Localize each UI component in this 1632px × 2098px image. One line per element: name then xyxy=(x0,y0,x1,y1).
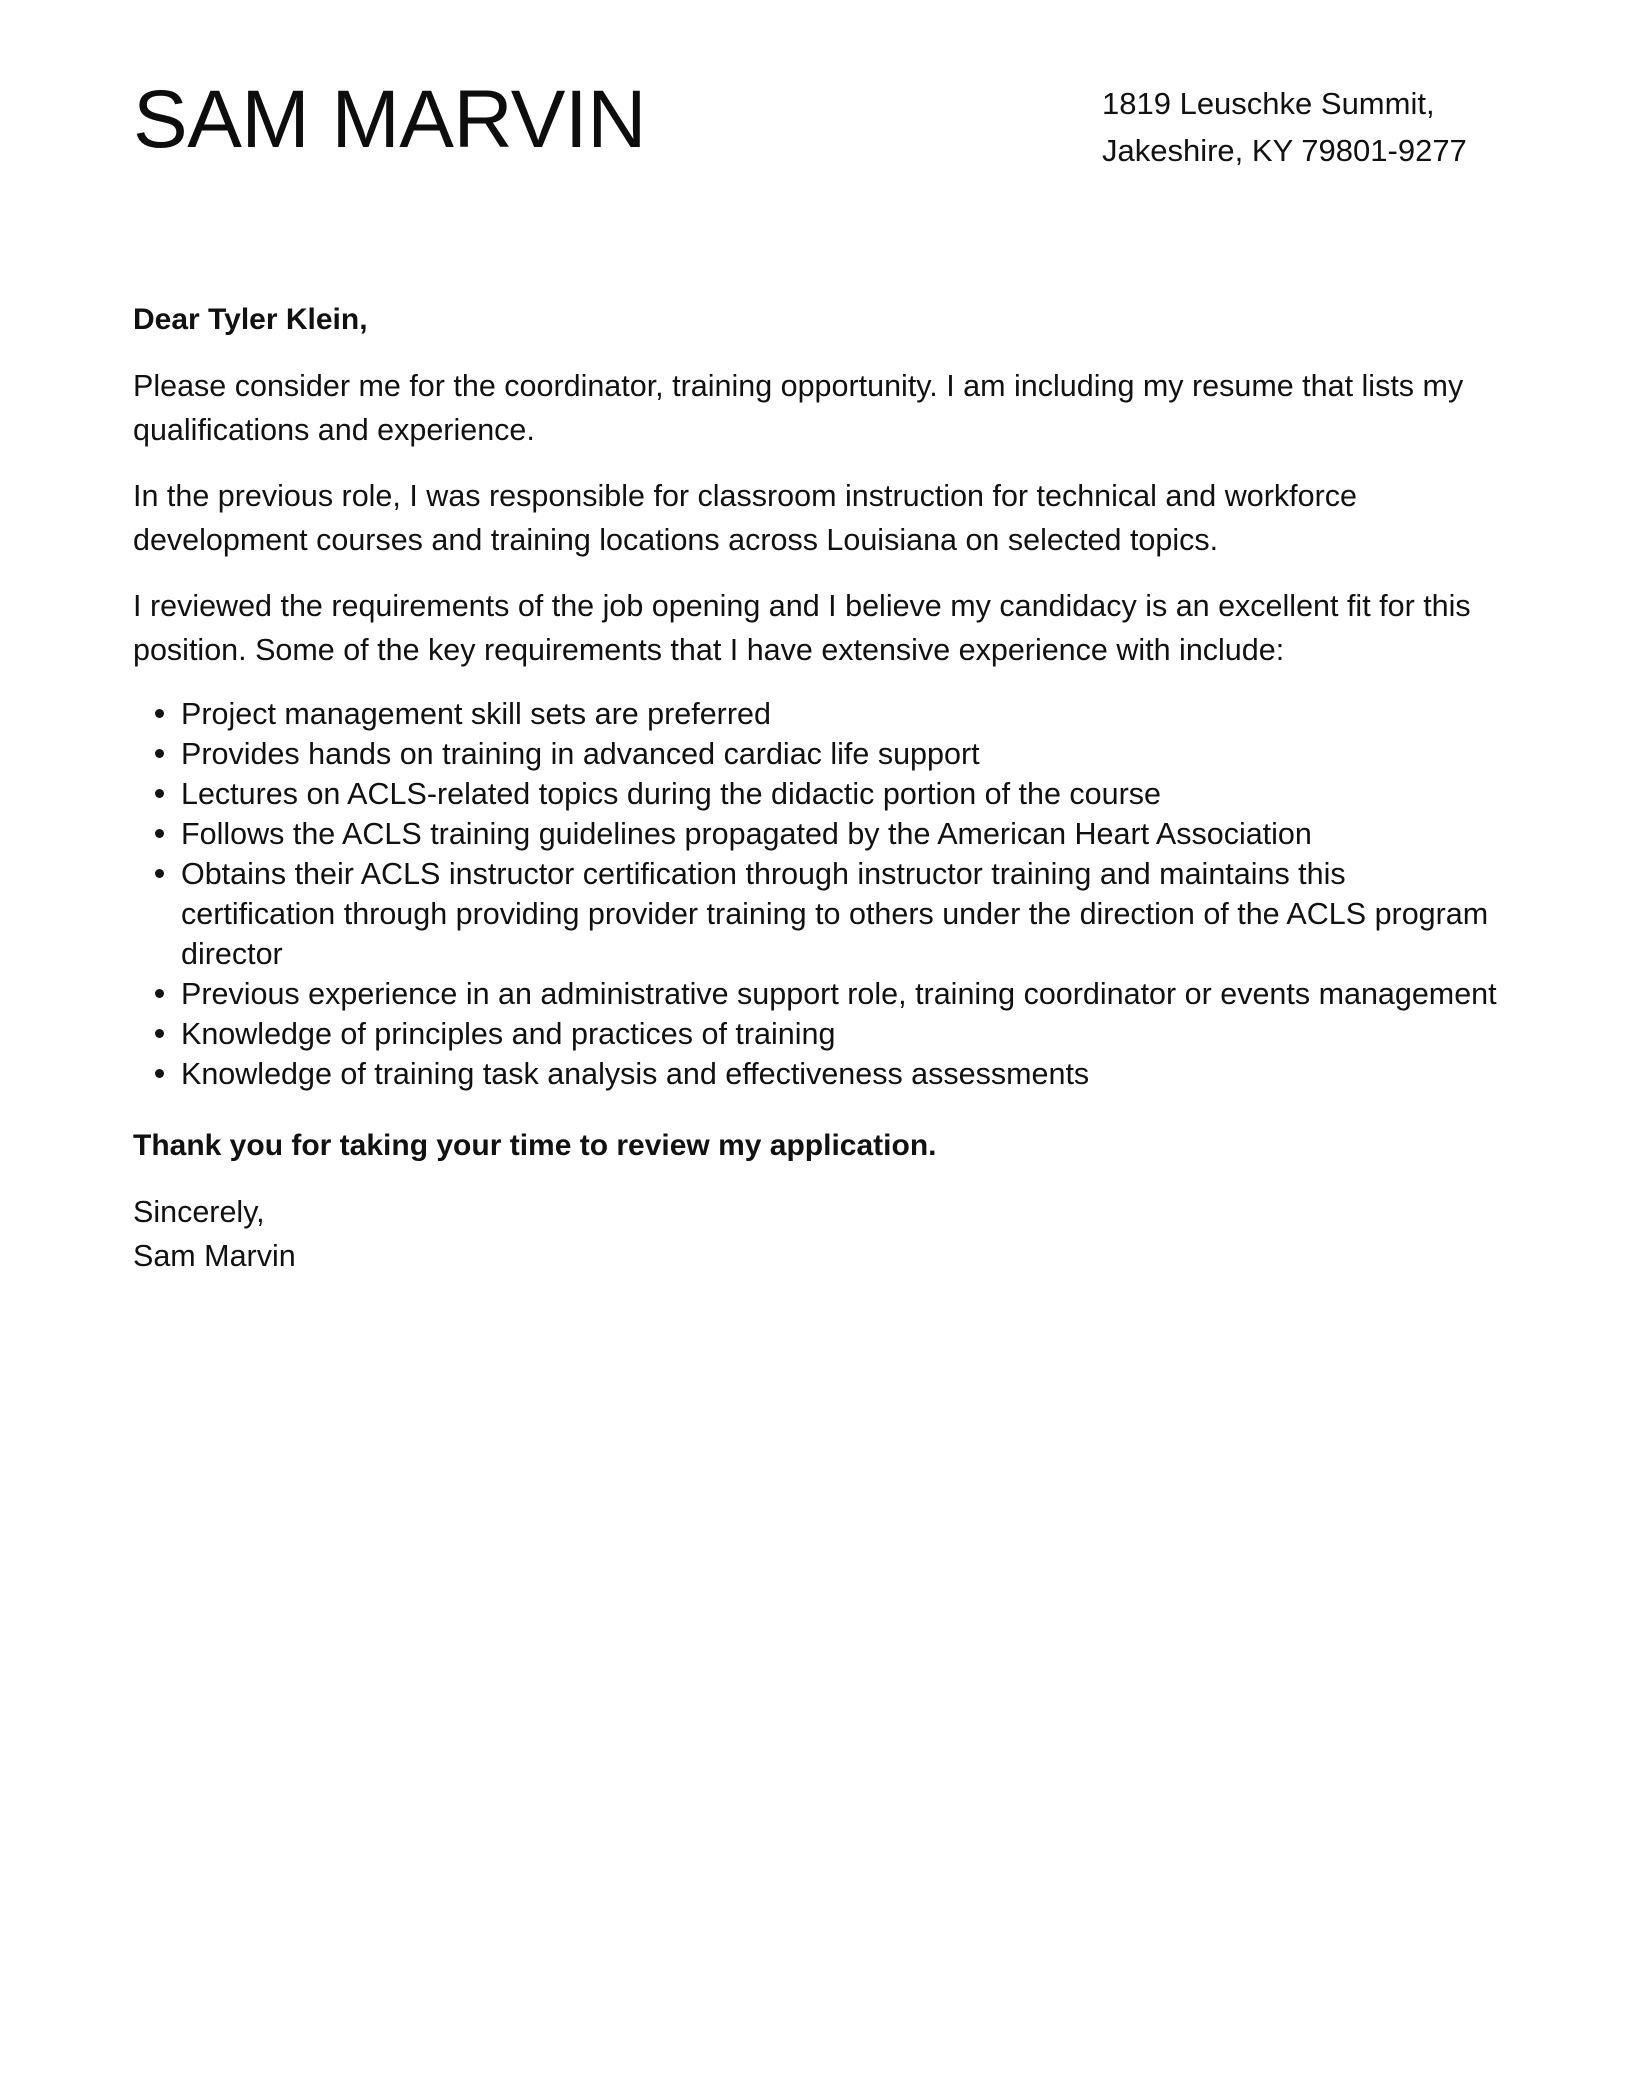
list-item-text: Follows the ACLS training guidelines propagated by the American Heart Association xyxy=(181,817,1312,851)
list-item-text: Previous experience in an administrative support role, training coordinator or events management xyxy=(181,977,1497,1011)
list-item xyxy=(181,694,1503,734)
list-item xyxy=(181,774,1503,814)
bullet-icon xyxy=(155,709,164,718)
bullet-icon xyxy=(155,749,164,758)
signoff: Sincerely, xyxy=(133,1195,265,1229)
address-line-1: 1819 Leuschke Summit, xyxy=(1102,86,1435,121)
applicant-name: SAM MARVIN xyxy=(133,74,646,165)
list-item xyxy=(181,814,1503,854)
letter-body xyxy=(133,298,1503,1278)
list-item xyxy=(181,1014,1503,1054)
list-item-text: Project management skill sets are preferred xyxy=(181,697,771,731)
list-item-text: Lectures on ACLS-related topics during the didactic portion of the course xyxy=(181,777,1161,811)
list-item xyxy=(181,1054,1503,1094)
bullet-icon xyxy=(155,829,164,838)
greeting: Dear Tyler Klein, xyxy=(133,303,368,336)
applicant-address xyxy=(1102,80,1467,174)
list-item xyxy=(181,974,1503,1014)
signoff-block xyxy=(133,1190,1503,1278)
list-item-text: Knowledge of principles and practices of training xyxy=(181,1017,836,1051)
paragraph-previous-role: In the previous role, I was responsible for classroom instruction for technical and workforce development courses and training locations across Louisiana on selected topics. xyxy=(133,479,1357,557)
bullet-icon xyxy=(155,1029,164,1038)
signature-name: Sam Marvin xyxy=(133,1239,296,1273)
address-line-2: Jakeshire, KY 79801-9277 xyxy=(1102,133,1467,168)
list-item xyxy=(181,854,1503,974)
list-item-text: Obtains their ACLS instructor certification through instructor training and maintains this certification through providing provider training to others under the direction of the ACLS program director xyxy=(181,857,1489,971)
list-item-text: Knowledge of training task analysis and effectiveness assessments xyxy=(181,1057,1090,1091)
list-item-text: Provides hands on training in advanced cardiac life support xyxy=(181,737,980,771)
bullet-icon xyxy=(155,1069,164,1078)
list-item xyxy=(181,734,1503,774)
closing-line: Thank you for taking your time to review my application. xyxy=(133,1129,937,1162)
bullet-icon xyxy=(155,789,164,798)
paragraph-requirements-intro: I reviewed the requirements of the job opening and I believe my candidacy is an excellent fit for this position. Some of the key requirements that I have extensive experience with include: xyxy=(133,589,1471,667)
bullet-icon xyxy=(155,869,164,878)
paragraph-intro: Please consider me for the coordinator, training opportunity. I am including my resume that lists my qualifications and experience. xyxy=(133,369,1464,447)
bullet-icon xyxy=(155,989,164,998)
requirements-list xyxy=(133,694,1503,1094)
